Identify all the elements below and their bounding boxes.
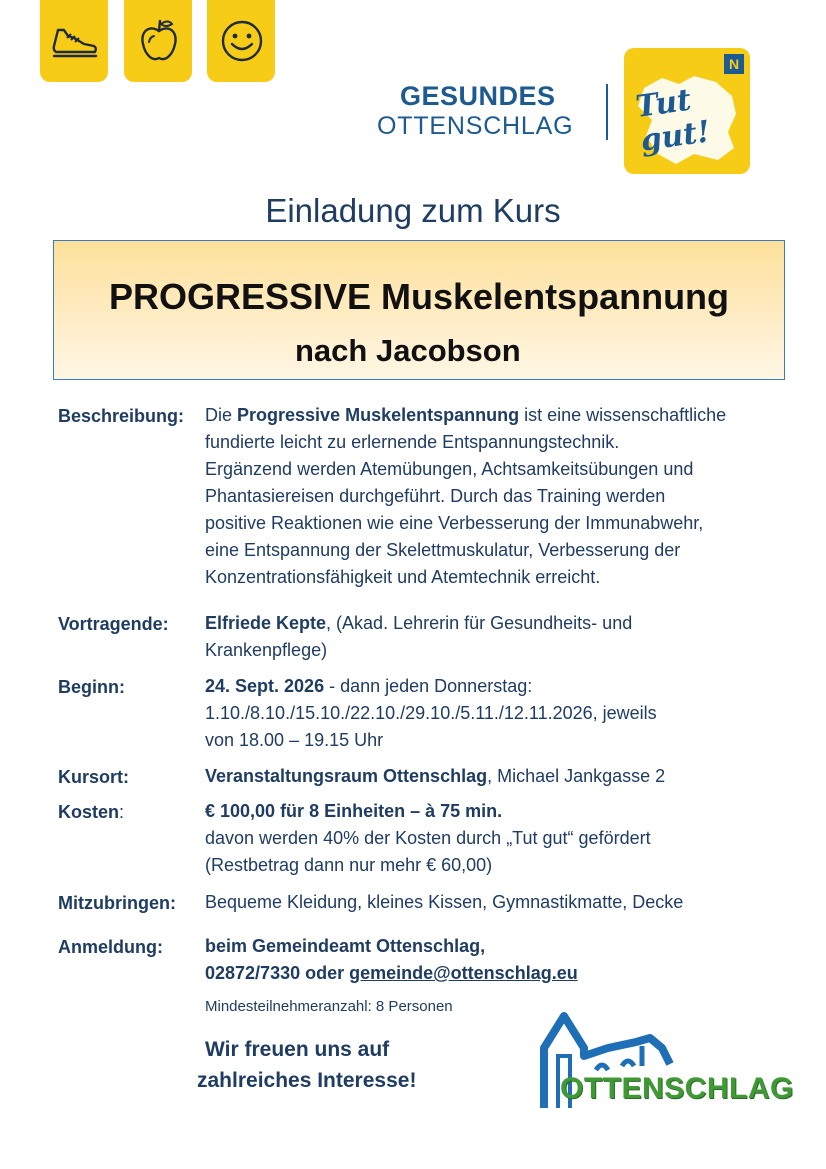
apple-icon — [134, 16, 184, 66]
anmeldung-email-link[interactable]: gemeinde@ottenschlag.eu — [349, 963, 578, 983]
closing-line-2: zahlreiches Interesse! — [197, 1069, 417, 1092]
vortragende-rest: , (Akad. Lehrerin für Gesundheits- und — [326, 613, 633, 633]
beschreibung-text — [205, 402, 795, 591]
anmeldung-office: beim Gemeindeamt Ottenschlag, — [205, 936, 486, 956]
beschreibung-rest: ist eine wissenschaftliche — [519, 405, 727, 425]
kosten-text — [205, 798, 651, 879]
ottenschlag-logo — [538, 1008, 798, 1118]
beschreibung-line: positive Reaktionen wie eine Verbesserung der Immunabwehr, — [205, 513, 704, 533]
beschreibung-line: Phantasiereisen durchgeführt. Durch das Training werden — [205, 486, 666, 506]
label-vortragende: Vortragende: — [58, 614, 169, 634]
beschreibung-line: fundierte leicht zu erlernende Entspannungstechnik. — [205, 432, 620, 452]
running-shoe-icon — [50, 16, 100, 64]
invite-heading: Einladung zum Kurs — [265, 192, 561, 229]
beschreibung-line: Konzentrationsfähigkeit und Atemtechnik erreicht. — [205, 567, 601, 587]
kosten-price: € 100,00 für 8 Einheiten – à 75 min. — [205, 801, 503, 821]
label-kursort: Kursort: — [58, 767, 129, 787]
kursort-text — [205, 763, 665, 790]
vortragende-line: Krankenpflege) — [205, 640, 328, 660]
label-kosten-text: Kosten — [58, 802, 120, 822]
ottenschlag-logo-text: OTTENSCHLAG — [560, 1072, 794, 1105]
brand-divider — [606, 84, 608, 140]
tut-gut-badge — [724, 54, 744, 74]
vortragende-name: Elfriede Kepte — [205, 613, 327, 633]
course-title: PROGRESSIVE Muskelentspannung — [108, 276, 730, 317]
kosten-remaining: (Restbetrag dann nur mehr € 60,00) — [205, 855, 493, 875]
beschreibung-intro: Die — [205, 405, 238, 425]
kosten-funding: davon werden 40% der Kosten durch „Tut gut“ gefördert — [205, 828, 651, 848]
course-title-box — [53, 240, 785, 380]
label-anmeldung: Anmeldung: — [58, 937, 163, 957]
beschreibung-bold: Progressive Muskelentspannung — [237, 405, 520, 425]
brand-gesundes: GESUNDES — [400, 81, 556, 111]
apple-icon-box — [124, 0, 192, 82]
min-participants: Mindesteilnehmeranzahl: 8 Personen — [205, 998, 453, 1015]
closing-line-1: Wir freuen uns auf — [205, 1038, 390, 1061]
label-kosten — [58, 802, 124, 823]
tut-gut-logo — [624, 48, 750, 174]
vortragende-text — [205, 610, 632, 664]
beginn-rest: - dann jeden Donnerstag: — [324, 676, 533, 696]
beginn-time: von 18.00 – 19.15 Uhr — [205, 730, 384, 750]
tut-gut-text: Tut gut! — [633, 82, 713, 159]
shoe-icon-box — [40, 0, 108, 82]
course-subtitle: nach Jacobson — [295, 333, 521, 368]
label-mitzubringen: Mitzubringen: — [58, 893, 176, 913]
anmeldung-phone: 02872/7330 oder — [205, 963, 350, 983]
label-beschreibung: Beschreibung: — [58, 406, 185, 426]
anmeldung-text — [205, 933, 578, 987]
beginn-date: 24. Sept. 2026 — [205, 676, 325, 696]
label-beginn: Beginn: — [58, 677, 125, 697]
beschreibung-line: Ergänzend werden Atemübungen, Achtsamkeitsübungen und — [205, 459, 694, 479]
kursort-place: Veranstaltungsraum Ottenschlag — [205, 766, 488, 786]
brand-ottenschlag: OTTENSCHLAG — [377, 112, 574, 140]
smiley-icon — [217, 16, 267, 66]
smiley-icon-box — [207, 0, 275, 82]
kursort-address: , Michael Jankgasse 2 — [487, 766, 666, 786]
beginn-text — [205, 673, 657, 754]
tut-gut-badge-letter: N — [728, 56, 740, 72]
mitzubringen-text: Bequeme Kleidung, kleines Kissen, Gymnastikmatte, Decke — [205, 892, 684, 912]
beschreibung-line: eine Entspannung der Skelettmuskulatur, Verbesserung der — [205, 540, 681, 560]
beginn-dates: 1.10./8.10./15.10./22.10./29.10./5.11./12.11.2026, jeweils — [205, 703, 657, 723]
label-kosten-colon: : — [119, 802, 125, 822]
